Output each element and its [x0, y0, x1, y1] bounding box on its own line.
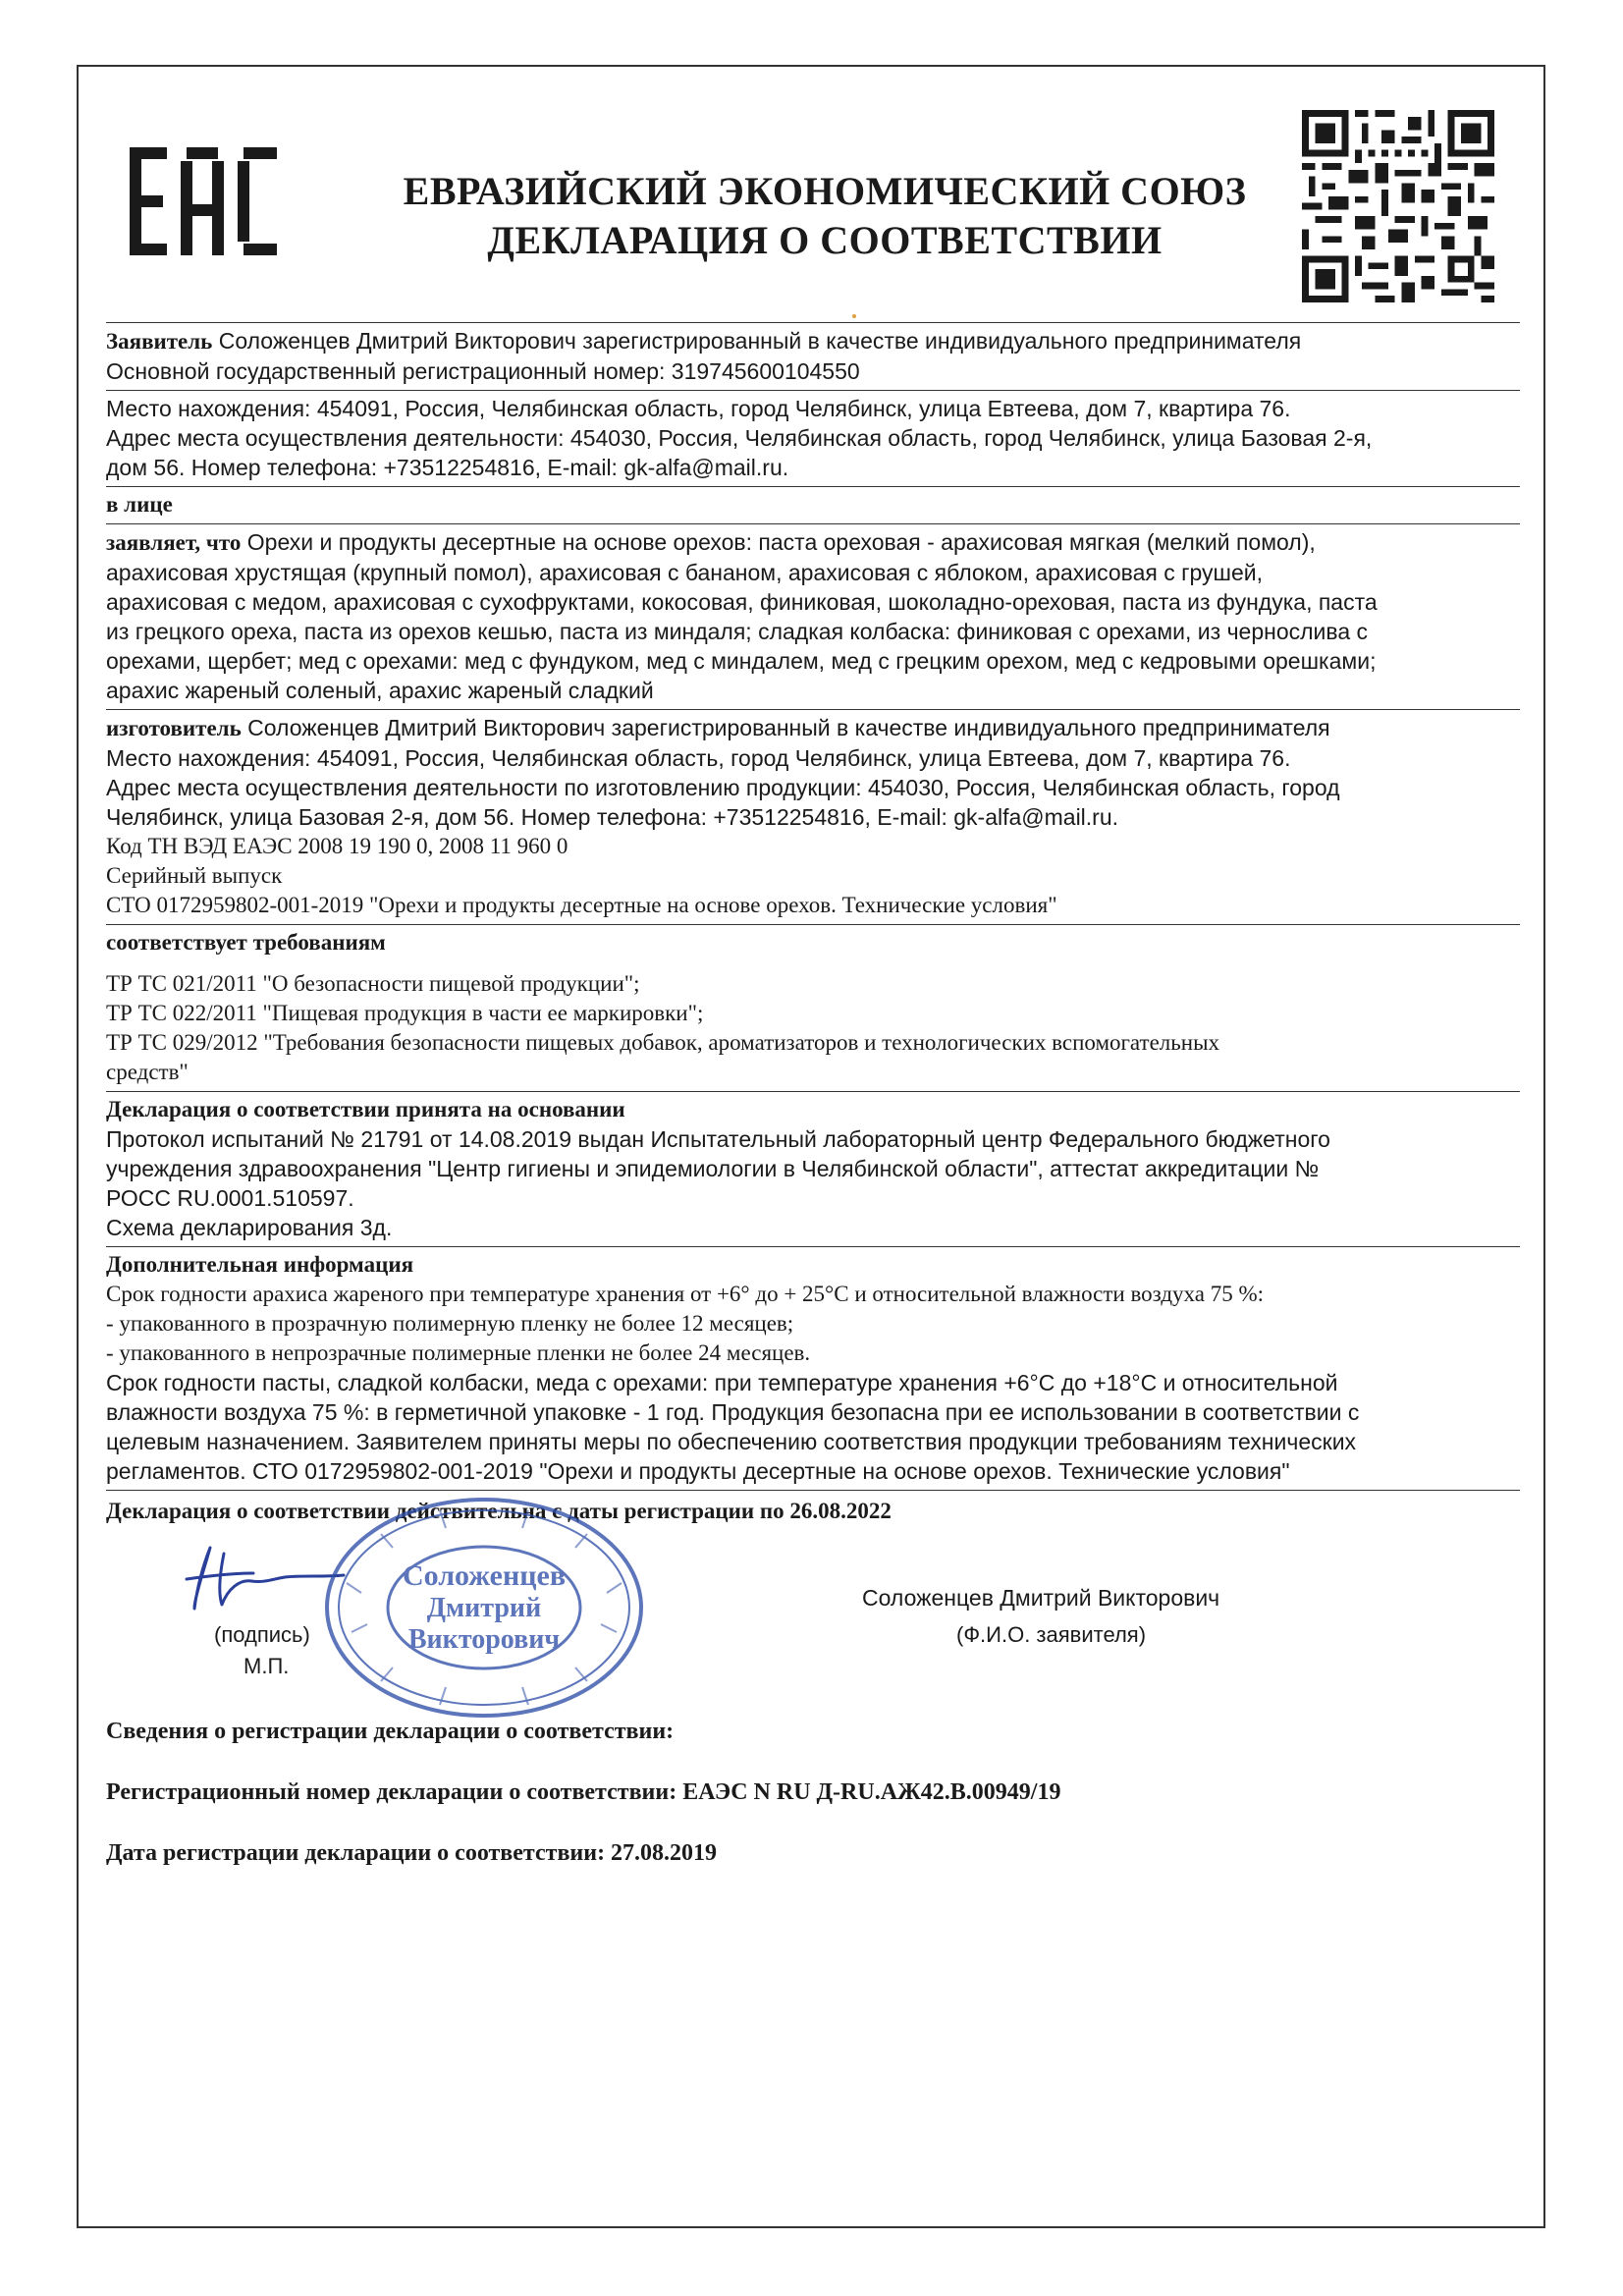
title-line-1: ЕВРАЗИЙСКИЙ ЭКОНОМИЧЕСКИЙ СОЮЗ: [403, 169, 1247, 213]
declares-text-1: Орехи и продукты десертные на основе орехов: паста ореховая - арахисовая мягкая (мелкий помол),: [241, 529, 1316, 555]
manufacturer-label: изготовитель: [106, 716, 242, 740]
basis-text-2: учреждения здравоохранения "Центр гигиены и эпидемиологии в Челябинской области", аттестат аккредитации №: [106, 1156, 1320, 1181]
registration-section: [106, 1717, 1520, 1868]
requirements-text-1: ТР ТС 021/2011 "О безопасности пищевой продукции";: [106, 971, 640, 996]
additional-text-6: целевым назначением. Заявителем приняты меры по обеспечению соответствия продукции требованиям технических: [106, 1429, 1357, 1454]
signature-label: (подпись): [214, 1622, 310, 1647]
seal-label: М.П.: [243, 1654, 290, 1678]
registration-number: Регистрационный номер декларации о соответствии: ЕАЭС N RU Д-RU.АЖ42.В.00949/19: [106, 1779, 1061, 1805]
declares-text-2: арахисовая хрустящая (крупный помол), арахисовая с бананом, арахисовая с яблоком, арахисовая с грушей,: [106, 560, 1264, 585]
manufacturer-text-5: Код ТН ВЭД ЕАЭС 2008 19 190 0, 2008 11 960 0: [106, 834, 568, 858]
applicant-full-name: Соложенцев Дмитрий Викторович: [862, 1585, 1220, 1611]
in-person-label: в лице: [106, 492, 173, 517]
declares-text-3: арахисовая с медом, арахисовая с сухофруктами, кокосовая, финиковая, шоколадно-ореховая, паста из фундука, паста: [106, 589, 1378, 615]
manufacturer-text-7: СТО 0172959802-001-2019 "Орехи и продукты десертные на основе орехов. Технические условия": [106, 893, 1057, 917]
applicant-label: Заявитель: [106, 329, 213, 354]
signature-area: [106, 1530, 1520, 1717]
requirements-text-4: средств": [106, 1060, 189, 1084]
document-title: [344, 167, 1306, 265]
manufacturer-text-3: Адрес места осуществления деятельности по изготовлению продукции: 454030, Россия, Челябинская область, город: [106, 775, 1340, 800]
applicant-section: [106, 322, 1520, 391]
applicant-text-5: дом 56. Номер телефона: +73512254816, E-mail: gk-alfa@mail.ru.: [106, 455, 789, 480]
eac-logo-icon: [130, 147, 277, 255]
applicant-address-section: [106, 391, 1520, 487]
additional-text-7: регламентов. СТО 0172959802-001-2019 "Орехи и продукты десертные на основе орехов. Технические условия": [106, 1458, 1290, 1484]
requirements-label: соответствует требованиям: [106, 930, 386, 955]
manufacturer-text-4: Челябинск, улица Базовая 2-я, дом 56. Номер телефона: +73512254816, E-mail: gk-alfa@mail.ru.: [106, 804, 1119, 830]
requirements-text-3: ТР ТС 029/2012 "Требования безопасности пищевых добавок, ароматизаторов и технологических вспомогательных: [106, 1030, 1220, 1055]
requirements-section: [106, 925, 1520, 1092]
basis-label: Декларация о соответствии принята на основании: [106, 1097, 625, 1121]
document-body: [106, 322, 1520, 1899]
registration-date: Дата регистрации декларации о соответствии: 27.08.2019: [106, 1840, 718, 1866]
additional-label: Дополнительная информация: [106, 1252, 414, 1277]
applicant-text-3: Место нахождения: 454091, Россия, Челябинская область, город Челябинск, улица Евтеева, дом 7, квартира 76.: [106, 396, 1291, 421]
additional-text-4: Срок годности пасты, сладкой колбаски, меда с орехами: при температуре хранения +6°С до +18°С и относительной: [106, 1370, 1338, 1395]
applicant-text-4: Адрес места осуществления деятельности: 454030, Россия, Челябинская область, город Челябинск, улица Базовая 2-я,: [106, 425, 1373, 451]
requirements-spacer: [106, 957, 1520, 969]
document-frame: [77, 65, 1545, 2228]
manufacturer-section: [106, 710, 1520, 925]
title-line-2: ДЕКЛАРАЦИЯ О СООТВЕТСТВИИ: [487, 218, 1163, 262]
validity-text: Декларация о соответствии действительна с даты регистрации по 26.08.2022: [106, 1499, 892, 1523]
declares-text-4: из грецкого ореха, паста из орехов кешью, паста из миндаля; сладкая колбаска: финиковая с орехами, из чернослива с: [106, 619, 1369, 644]
requirements-text-2: ТР ТС 022/2011 "Пищевая продукция в части ее маркировки";: [106, 1001, 704, 1025]
document-header: [79, 67, 1543, 312]
applicant-text-1: Соложенцев Дмитрий Викторович зарегистрированный в качестве индивидуального предпринимателя: [212, 328, 1302, 354]
applicant-text-2: Основной государственный регистрационный номер: 319745600104550: [106, 358, 860, 384]
qr-code-icon: [1302, 110, 1494, 302]
stamp-name-2: Дмитрий: [426, 1593, 542, 1623]
basis-section: [106, 1092, 1520, 1247]
basis-text-1: Протокол испытаний № 21791 от 14.08.2019 выдан Испытательный лабораторный центр Федерального бюджетного: [106, 1126, 1330, 1152]
round-stamp: [322, 1495, 646, 1721]
manufacturer-text-6: Серийный выпуск: [106, 863, 283, 888]
additional-text-5: влажности воздуха 75 %: в герметичной упаковке - 1 год. Продукция безопасна при ее использовании в соответствии с: [106, 1399, 1360, 1425]
additional-text-1: Срок годности арахиса жареного при температуре хранения от +6° до + 25°С и относительной влажности воздуха 75 %:: [106, 1282, 1264, 1306]
declares-text-5: орехами, щербет; мед с орехами: мед с фундуком, мед с миндалем, мед с грецким орехом, мед с кедровыми орешками;: [106, 648, 1377, 674]
declares-section: [106, 524, 1520, 710]
additional-section: [106, 1247, 1520, 1491]
declares-label: заявляет, что: [106, 530, 242, 555]
registration-info-label: Сведения о регистрации декларации о соответствии:: [106, 1719, 675, 1744]
in-person-section: [106, 487, 1520, 524]
basis-text-3: РОСС RU.0001.510597.: [106, 1185, 354, 1211]
full-name-label: (Ф.И.О. заявителя): [956, 1622, 1147, 1647]
manufacturer-text-1: Соложенцев Дмитрий Викторович зарегистрированный в качестве индивидуального предпринимателя: [241, 715, 1330, 740]
basis-text-4: Схема декларирования 3д.: [106, 1215, 393, 1240]
validity-section: [106, 1491, 1520, 1530]
stamp-name-1: Соложенцев: [402, 1559, 567, 1592]
manufacturer-text-2: Место нахождения: 454091, Россия, Челябинская область, город Челябинск, улица Евтеева, дом 7, квартира 76.: [106, 745, 1291, 771]
additional-text-3: - упакованного в непрозрачные полимерные пленки не более 24 месяцев.: [106, 1340, 811, 1365]
scan-speck: [852, 314, 856, 318]
additional-text-2: - упакованного в прозрачную полимерную пленку не более 12 месяцев;: [106, 1311, 794, 1336]
stamp-name-3: Викторович: [407, 1624, 561, 1655]
declares-text-6: арахис жареный соленый, арахис жареный сладкий: [106, 678, 654, 703]
